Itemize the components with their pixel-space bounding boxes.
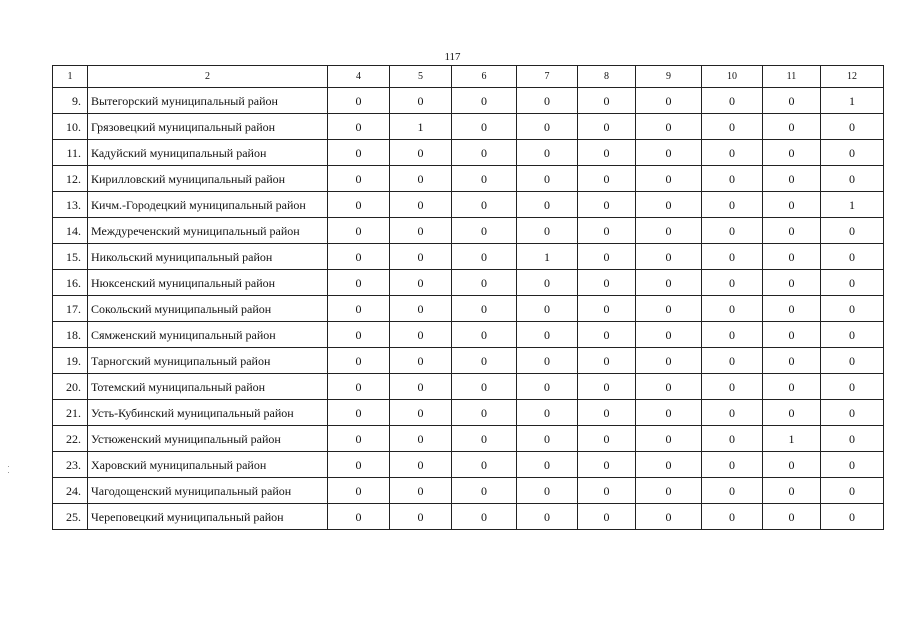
value-cell: 0: [578, 322, 636, 348]
district-name: Череповецкий муниципальный район: [88, 504, 328, 530]
value-cell: 0: [390, 270, 452, 296]
row-number: 13.: [53, 192, 88, 218]
district-name: Кадуйский муниципальный район: [88, 140, 328, 166]
district-name: Сокольский муниципальный район: [88, 296, 328, 322]
column-header: 4: [328, 66, 390, 88]
table-row: [53, 296, 884, 322]
value-cell: 0: [390, 192, 452, 218]
value-cell: 0: [390, 426, 452, 452]
value-cell: 0: [636, 218, 702, 244]
table-row: [53, 270, 884, 296]
district-name: Тарногский муниципальный район: [88, 348, 328, 374]
value-cell: 0: [578, 270, 636, 296]
value-cell: 0: [702, 218, 763, 244]
value-cell: 0: [578, 218, 636, 244]
column-header: 7: [517, 66, 578, 88]
value-cell: 0: [636, 140, 702, 166]
row-number: 25.: [53, 504, 88, 530]
value-cell: 0: [328, 218, 390, 244]
value-cell: 0: [821, 400, 884, 426]
value-cell: 0: [328, 270, 390, 296]
district-name: Междуреченский муниципальный район: [88, 218, 328, 244]
value-cell: 0: [517, 88, 578, 114]
scan-speck: [8, 472, 9, 473]
value-cell: 0: [636, 166, 702, 192]
value-cell: 0: [452, 270, 517, 296]
value-cell: 0: [452, 88, 517, 114]
value-cell: 0: [390, 504, 452, 530]
value-cell: 0: [578, 244, 636, 270]
value-cell: 0: [328, 504, 390, 530]
table-row: [53, 374, 884, 400]
column-header: 1: [53, 66, 88, 88]
value-cell: 0: [763, 166, 821, 192]
table-row: [53, 348, 884, 374]
table-row: [53, 88, 884, 114]
value-cell: 0: [328, 114, 390, 140]
column-header: 2: [88, 66, 328, 88]
value-cell: 0: [390, 140, 452, 166]
value-cell: 0: [763, 114, 821, 140]
value-cell: 0: [636, 270, 702, 296]
district-name: Харовский муниципальный район: [88, 452, 328, 478]
value-cell: 0: [390, 374, 452, 400]
value-cell: 0: [517, 348, 578, 374]
table-row: [53, 452, 884, 478]
value-cell: 0: [702, 140, 763, 166]
value-cell: 0: [636, 504, 702, 530]
value-cell: 0: [821, 296, 884, 322]
district-name: Кичм.-Городецкий муниципальный район: [88, 192, 328, 218]
district-name: Усть-Кубинский муниципальный район: [88, 400, 328, 426]
value-cell: 0: [390, 88, 452, 114]
district-name: Никольский муниципальный район: [88, 244, 328, 270]
row-number: 17.: [53, 296, 88, 322]
column-header: 8: [578, 66, 636, 88]
table-body: [53, 88, 884, 530]
row-number: 19.: [53, 348, 88, 374]
value-cell: 0: [821, 478, 884, 504]
value-cell: 0: [702, 88, 763, 114]
value-cell: 0: [821, 452, 884, 478]
value-cell: 0: [452, 192, 517, 218]
value-cell: 0: [328, 322, 390, 348]
value-cell: 0: [578, 166, 636, 192]
value-cell: 1: [390, 114, 452, 140]
row-number: 24.: [53, 478, 88, 504]
district-name: Нюксенский муниципальный район: [88, 270, 328, 296]
value-cell: 0: [328, 192, 390, 218]
value-cell: 0: [390, 218, 452, 244]
value-cell: 0: [452, 114, 517, 140]
value-cell: 0: [636, 426, 702, 452]
table-header-row: [53, 66, 884, 88]
value-cell: 0: [821, 270, 884, 296]
row-number: 12.: [53, 166, 88, 192]
value-cell: 0: [821, 218, 884, 244]
value-cell: 0: [328, 400, 390, 426]
value-cell: 0: [702, 166, 763, 192]
value-cell: 0: [763, 374, 821, 400]
value-cell: 0: [517, 140, 578, 166]
value-cell: 0: [517, 166, 578, 192]
value-cell: 0: [702, 244, 763, 270]
value-cell: 0: [517, 114, 578, 140]
value-cell: 0: [517, 296, 578, 322]
value-cell: 0: [702, 452, 763, 478]
value-cell: 0: [636, 400, 702, 426]
value-cell: 0: [578, 140, 636, 166]
table-row: [53, 322, 884, 348]
row-number: 18.: [53, 322, 88, 348]
table-row: [53, 244, 884, 270]
column-header: 11: [763, 66, 821, 88]
value-cell: 0: [763, 192, 821, 218]
value-cell: 0: [517, 192, 578, 218]
value-cell: 0: [328, 244, 390, 270]
value-cell: 0: [636, 244, 702, 270]
value-cell: 0: [390, 452, 452, 478]
value-cell: 0: [821, 244, 884, 270]
value-cell: 0: [578, 426, 636, 452]
row-number: 23.: [53, 452, 88, 478]
value-cell: 0: [328, 426, 390, 452]
value-cell: 0: [636, 296, 702, 322]
value-cell: 0: [763, 218, 821, 244]
value-cell: 0: [328, 478, 390, 504]
value-cell: 0: [636, 348, 702, 374]
value-cell: 0: [702, 374, 763, 400]
value-cell: 0: [763, 88, 821, 114]
value-cell: 0: [702, 296, 763, 322]
value-cell: 0: [328, 348, 390, 374]
row-number: 11.: [53, 140, 88, 166]
value-cell: 0: [763, 322, 821, 348]
table-row: [53, 166, 884, 192]
district-name: Сямженский муниципальный район: [88, 322, 328, 348]
value-cell: 0: [517, 218, 578, 244]
value-cell: 0: [702, 270, 763, 296]
value-cell: 0: [452, 478, 517, 504]
value-cell: 0: [702, 114, 763, 140]
value-cell: 0: [452, 504, 517, 530]
value-cell: 0: [328, 166, 390, 192]
value-cell: 0: [517, 478, 578, 504]
scan-speck: [8, 466, 9, 467]
value-cell: 0: [390, 322, 452, 348]
value-cell: 0: [636, 374, 702, 400]
value-cell: 0: [821, 166, 884, 192]
value-cell: 0: [702, 426, 763, 452]
table-row: [53, 114, 884, 140]
value-cell: 0: [452, 166, 517, 192]
value-cell: 0: [636, 322, 702, 348]
column-header: 12: [821, 66, 884, 88]
table-row: [53, 426, 884, 452]
value-cell: 0: [517, 452, 578, 478]
value-cell: 0: [702, 192, 763, 218]
value-cell: 0: [328, 374, 390, 400]
page-number: 117: [444, 51, 461, 63]
value-cell: 0: [390, 296, 452, 322]
value-cell: 0: [517, 322, 578, 348]
value-cell: 1: [821, 192, 884, 218]
value-cell: 0: [517, 426, 578, 452]
row-number: 9.: [53, 88, 88, 114]
value-cell: 0: [517, 374, 578, 400]
value-cell: 0: [452, 218, 517, 244]
table-row: [53, 478, 884, 504]
value-cell: 0: [821, 140, 884, 166]
value-cell: 0: [821, 348, 884, 374]
value-cell: 0: [390, 348, 452, 374]
value-cell: 0: [821, 504, 884, 530]
value-cell: 0: [763, 296, 821, 322]
value-cell: 0: [636, 88, 702, 114]
value-cell: 0: [702, 478, 763, 504]
value-cell: 0: [578, 192, 636, 218]
value-cell: 0: [578, 504, 636, 530]
value-cell: 0: [821, 114, 884, 140]
value-cell: 0: [636, 452, 702, 478]
value-cell: 0: [390, 400, 452, 426]
column-header: 9: [636, 66, 702, 88]
value-cell: 0: [452, 348, 517, 374]
column-header: 5: [390, 66, 452, 88]
value-cell: 0: [578, 88, 636, 114]
value-cell: 0: [328, 88, 390, 114]
district-name: Чагодощенский муниципальный район: [88, 478, 328, 504]
value-cell: 0: [328, 296, 390, 322]
value-cell: 0: [702, 504, 763, 530]
value-cell: 0: [452, 140, 517, 166]
district-table: [52, 65, 884, 530]
value-cell: 0: [578, 114, 636, 140]
value-cell: 0: [517, 400, 578, 426]
row-number: 14.: [53, 218, 88, 244]
value-cell: 0: [763, 478, 821, 504]
table-row: [53, 218, 884, 244]
value-cell: 0: [702, 322, 763, 348]
value-cell: 1: [821, 88, 884, 114]
value-cell: 0: [452, 452, 517, 478]
district-name: Тотемский муниципальный район: [88, 374, 328, 400]
value-cell: 0: [452, 296, 517, 322]
value-cell: 0: [517, 270, 578, 296]
row-number: 21.: [53, 400, 88, 426]
value-cell: 0: [578, 400, 636, 426]
district-name: Грязовецкий муниципальный район: [88, 114, 328, 140]
district-name: Устюженский муниципальный район: [88, 426, 328, 452]
column-header: 6: [452, 66, 517, 88]
value-cell: 0: [578, 348, 636, 374]
value-cell: 0: [390, 166, 452, 192]
row-number: 10.: [53, 114, 88, 140]
value-cell: 0: [763, 504, 821, 530]
value-cell: 0: [578, 296, 636, 322]
value-cell: 1: [517, 244, 578, 270]
value-cell: 0: [578, 478, 636, 504]
value-cell: 0: [452, 400, 517, 426]
district-name: Кирилловский муниципальный район: [88, 166, 328, 192]
value-cell: 0: [763, 400, 821, 426]
table-row: [53, 140, 884, 166]
district-name: Вытегорский муниципальный район: [88, 88, 328, 114]
value-cell: 0: [578, 452, 636, 478]
value-cell: 0: [328, 140, 390, 166]
row-number: 20.: [53, 374, 88, 400]
value-cell: 0: [763, 348, 821, 374]
table-row: [53, 400, 884, 426]
value-cell: 0: [390, 478, 452, 504]
value-cell: 0: [578, 374, 636, 400]
value-cell: 1: [763, 426, 821, 452]
value-cell: 0: [763, 270, 821, 296]
value-cell: 0: [452, 374, 517, 400]
value-cell: 0: [452, 244, 517, 270]
value-cell: 0: [328, 452, 390, 478]
value-cell: 0: [821, 374, 884, 400]
value-cell: 0: [763, 140, 821, 166]
row-number: 22.: [53, 426, 88, 452]
table-row: [53, 192, 884, 218]
row-number: 16.: [53, 270, 88, 296]
column-header: 10: [702, 66, 763, 88]
value-cell: 0: [636, 192, 702, 218]
value-cell: 0: [636, 478, 702, 504]
value-cell: 0: [821, 322, 884, 348]
value-cell: 0: [517, 504, 578, 530]
value-cell: 0: [452, 426, 517, 452]
value-cell: 0: [390, 244, 452, 270]
value-cell: 0: [763, 244, 821, 270]
value-cell: 0: [636, 114, 702, 140]
table-row: [53, 504, 884, 530]
value-cell: 0: [821, 426, 884, 452]
value-cell: 0: [763, 452, 821, 478]
value-cell: 0: [452, 322, 517, 348]
value-cell: 0: [702, 400, 763, 426]
value-cell: 0: [702, 348, 763, 374]
row-number: 15.: [53, 244, 88, 270]
